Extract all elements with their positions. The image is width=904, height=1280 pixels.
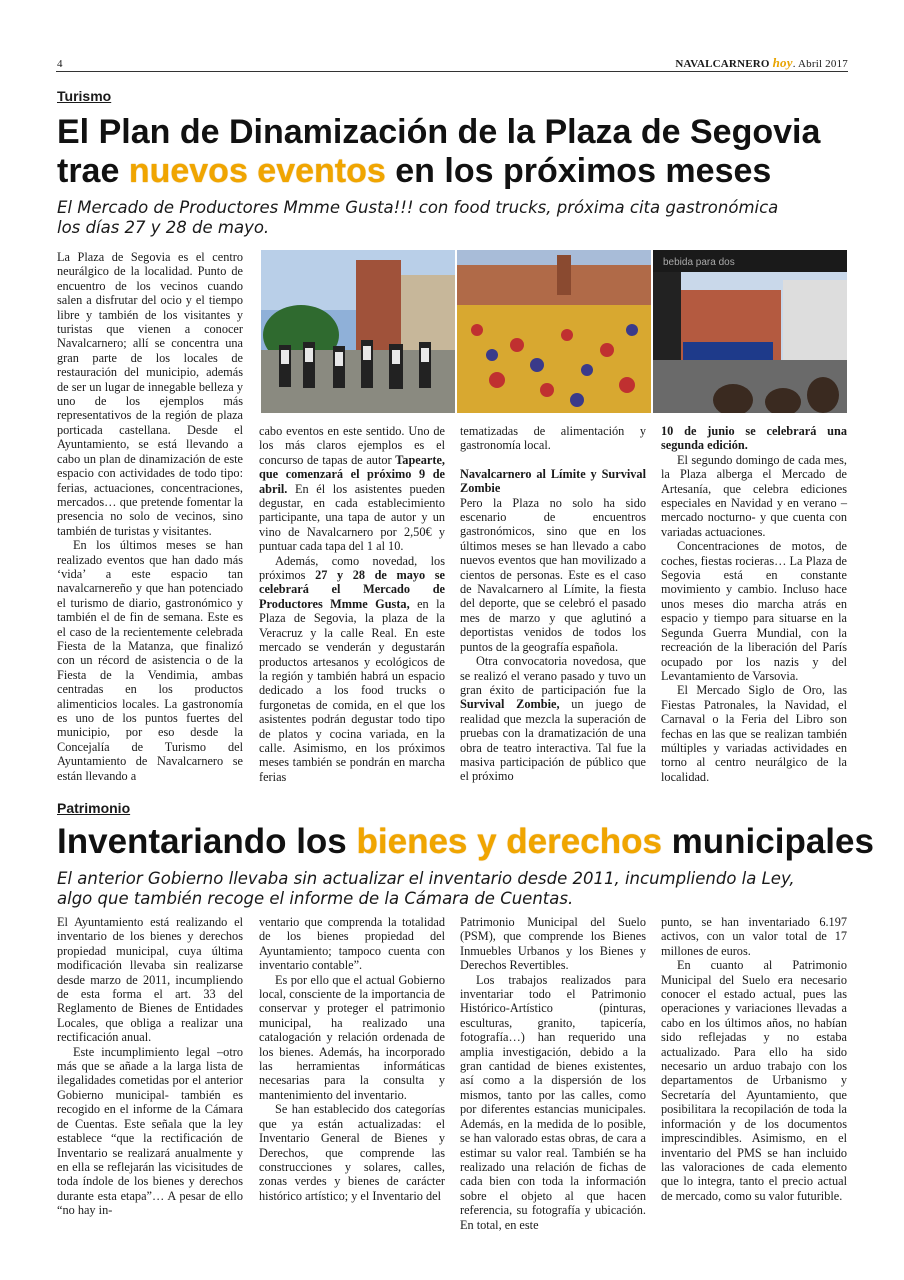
article2-subtitle: El anterior Gobierno llevaba sin actualizar el inventario desde 2011, incumpliendo la Ley, algo que también recoge el informe de la Cámara de Cuentas. xyxy=(57,869,795,908)
article2-column-1: El Ayuntamiento está realizando el inventario de los bienes y derechos propiedad municipal, cuya última modificación llevaba sin realizarse desde marzo de 2011, incumpliendo de esta forma el art. 33 del Reglamento de Bienes de Entidades Locales, que obliga a realizar una rectificación anual. Este incumplimiento legal –otro más que se añade a la larga lista de ilegalidades cometidas por el anterior Gobierno municipal- también es recogido en el informe de la Cámara de Cuentas. Este señala que la ley establece “que la rectificación de Inventario se realizará anualmente y en ella se reflejarán las vicisitudes de toda índole de los bienes y derechos durante esta etapa”… A pesar de ello “no hay in- xyxy=(57,915,243,1218)
headline-highlight: nuevos eventos xyxy=(128,152,386,191)
article1-column-3: tematizadas de alimentación y gastronomía local. Navalcarnero al Límite y Survival Zombie Pero la Plaza no solo ha sido escenario de encuentros gastronómicos, sino que en los últimos meses se han llevado a cabo nuevos eventos que han movilizado a cientos de personas. Este es el caso de Navalcarnero al Límite, la fiesta del deporte, que se celebró el pasado mes de marzo y que aglutinó a deportistas venidos de todos los puntos de la geografía española. Otra convocatoria novedosa, que se realizó el verano pasado y tuvo un gran éxito de participación fue la Survival Zombie, un juego de realidad que mezcla la superación de pruebas con la dramatización de una obra de teatro interactiva. Tal fue la masiva participación de público que el próximo xyxy=(460,424,646,784)
article1-subtitle: El Mercado de Productores Mmme Gusta!!! con food trucks, próxima cita gastronómica los días 27 y 28 de mayo. xyxy=(57,198,779,237)
photo-crowd xyxy=(457,250,651,413)
article1-headline-line2: trae nuevos eventos en los próximos meses xyxy=(57,152,772,191)
article2-headline: Inventariando los bienes y derechos municipales xyxy=(57,822,874,861)
article2-column-2: ventario que comprenda la totalidad de los bienes propiedad del Ayuntamiento; tampoco cuenta con inventario contable”. Es por ello que el actual Gobierno local, consciente de la importancia de conservar y proteger el patrimonio municipal, ha realizado una catalogación y relación ordenada de los bienes. Además, ha incorporado las herramientas informáticas necesarias para la consulta y mantenimiento del inventario. Se han establecido dos categorías que ya están actualizadas: el Inventario General de Bienes y Derechos, que comprende las construcciones y solares, calles, zonas verdes y bienes de carácter histórico artístico; y el Inventario del xyxy=(259,915,445,1203)
article1-column-1: La Plaza de Segovia es el centro neurálgico de la localidad. Punto de encuentro de los vecinos cuando salen a disfrutar del ocio y el tiempo libre y también de los visitantes y turistas que vienen a conocer Navalcarnero; allí se concentra una gran parte de los locales de restauración del municipio, además de ser un lugar de innegable belleza y uno de los ejemplos más representativos de la región de plaza porticada castellana. Desde el Ayuntamiento, se está llevando a cabo un plan de dinamización de este espacio con actividades de todo tipo: ferias, actuaciones, concentraciones, mercados… que pretende fomentar la presencia no solo de vecinos, sino también de turistas y visitantes. En los últimos meses se han realizado eventos que han dado más ‘vida’ a este espacio tan navalcarnereño y que han potenciado el turismo de diario, gastronómico y también el de fin de semana. Este es el caso de la recientemente celebrada Fiesta de la Matanza, que finalizó con un récord de asistencia o de la Fiesta de la Vendimia, ambas centradas en los productos alimenticios locales. La gastronomía es uno de los puntos fuertes del municipio, por eso desde la Concejalía de Turismo del Ayuntamiento de Navalcarnero se están llevando a xyxy=(57,250,243,783)
subheading-navalcarnero-al-limite: Navalcarnero al Límite y Survival Zombie xyxy=(460,466,646,496)
masthead-hoy-logo: hoy xyxy=(772,55,793,70)
header-rule xyxy=(56,71,848,72)
section-label-patrimonio: Patrimonio xyxy=(57,800,131,816)
masthead-date: Abril 2017 xyxy=(798,58,848,70)
photo-banner-text: bebida para dos xyxy=(663,257,735,268)
article1-headline xyxy=(57,113,820,191)
photo-dancers xyxy=(261,250,455,413)
article2-column-4: punto, se han inventariado 6.197 activos, con un valor total de 17 millones de euros. En cuanto al Patrimonio Municipal del Suelo era necesario conocer el estado actual, pues las operaciones y variaciones llevadas a cabo en los últimos años, no habían sido reflejadas y no estaba actualizado. Para ello ha sido necesario un arduo trabajo con los departamentos de Urbanismo y Secretaría del Ayuntamiento, que posibilitara la recopilación de toda la información y de los documentos imprescindibles. Asimismo, en el inventario del PMS se han incluido las valoraciones de cada elemento que lo integra, tanto el precio actual de mercado, como su valor futurible. xyxy=(661,915,847,1203)
page-number: 4 xyxy=(57,58,63,70)
photo-race-finish xyxy=(653,250,847,413)
headline-highlight: bienes y derechos xyxy=(356,822,662,861)
article1-column-2: cabo eventos en este sentido. Uno de los más claros ejemplos es el concurso de tapas de autor Tapearte, que comenzará el próximo 9 de abril. En él los asistentes pueden degustar, en cada establecimiento participante, una tapa de autor y un vino de Navalcarnero por 2,50€ y puntuar cada tapa del 1 al 10. Además, como novedad, los próximos 27 y 28 de mayo se celebrará el Mercado de Productores Mmme Gusta, en la Plaza de Segovia, la plaza de la Veracruz y la calle Real. En este mercado se venderán y degustarán productos artesanos y ecológicos de la región y también habrá un espacio dedicado a los food trucks o furgonetas de comida, en el que los asistentes podrán degustar todo tipo de platos y cocina variada, en la calle. Asimismo, en los próximos meses también se pondrán en marcha ferias xyxy=(259,424,446,784)
masthead-brand: NAVALCARNERO xyxy=(675,58,770,70)
masthead: NAVALCARNERO hoy. Abril 2017 xyxy=(675,55,848,70)
article2-column-3: Patrimonio Municipal del Suelo (PSM), que comprende los Bienes Inmuebles Urbanos y los Bienes y Derechos Revertibles. Los trabajos realizados para inventariar todo el Patrimonio Histórico-Artístico (pinturas, esculturas, granito, tapicería, fotografía…) han requerido una amplia investigación, debido a la gran cantidad de bienes existentes, así como a la dispersión de los mismos, tanto por las calles, como por diferentes estancias municipales. Además, en la medida de lo posible, se han valorado estas obras, de cara a estimar su valor real. También se ha realizado una relación de fichas de cada bien con toda la información sobre el objeto al que hacen referencia, su fotografía y ubicación. En total, en este xyxy=(460,915,646,1232)
article1-headline-line1: El Plan de Dinamización de la Plaza de Segovia xyxy=(57,113,821,151)
section-label-turismo: Turismo xyxy=(57,88,112,104)
article1-column-4: 10 de junio se celebrará una segunda edición. El segundo domingo de cada mes, la Plaza alberga el Mercado de Artesanía, que celebra ediciones especiales en Navidad y en verano –mercado nocturno- y que cuenta con variadas actuaciones. Concentraciones de motos, de coches, fiestas rocieras… La Plaza de Segovia está en constante movimiento y cambio. Incluso hace unos meses dio marcha atrás en espacio y tiempo para situarse en la Segunda Guerra Mundial, con la recreación de la liberación del París ocupado por los nazis y del Levantamiento de Varsovia. El Mercado Siglo de Oro, las Fiestas Patronales, la Navidad, el Carnaval o la Feria del Libro son fechas en las que se realizan también múltiples y variadas actividades en torno al centro neurálgico de la localidad. xyxy=(661,424,847,784)
